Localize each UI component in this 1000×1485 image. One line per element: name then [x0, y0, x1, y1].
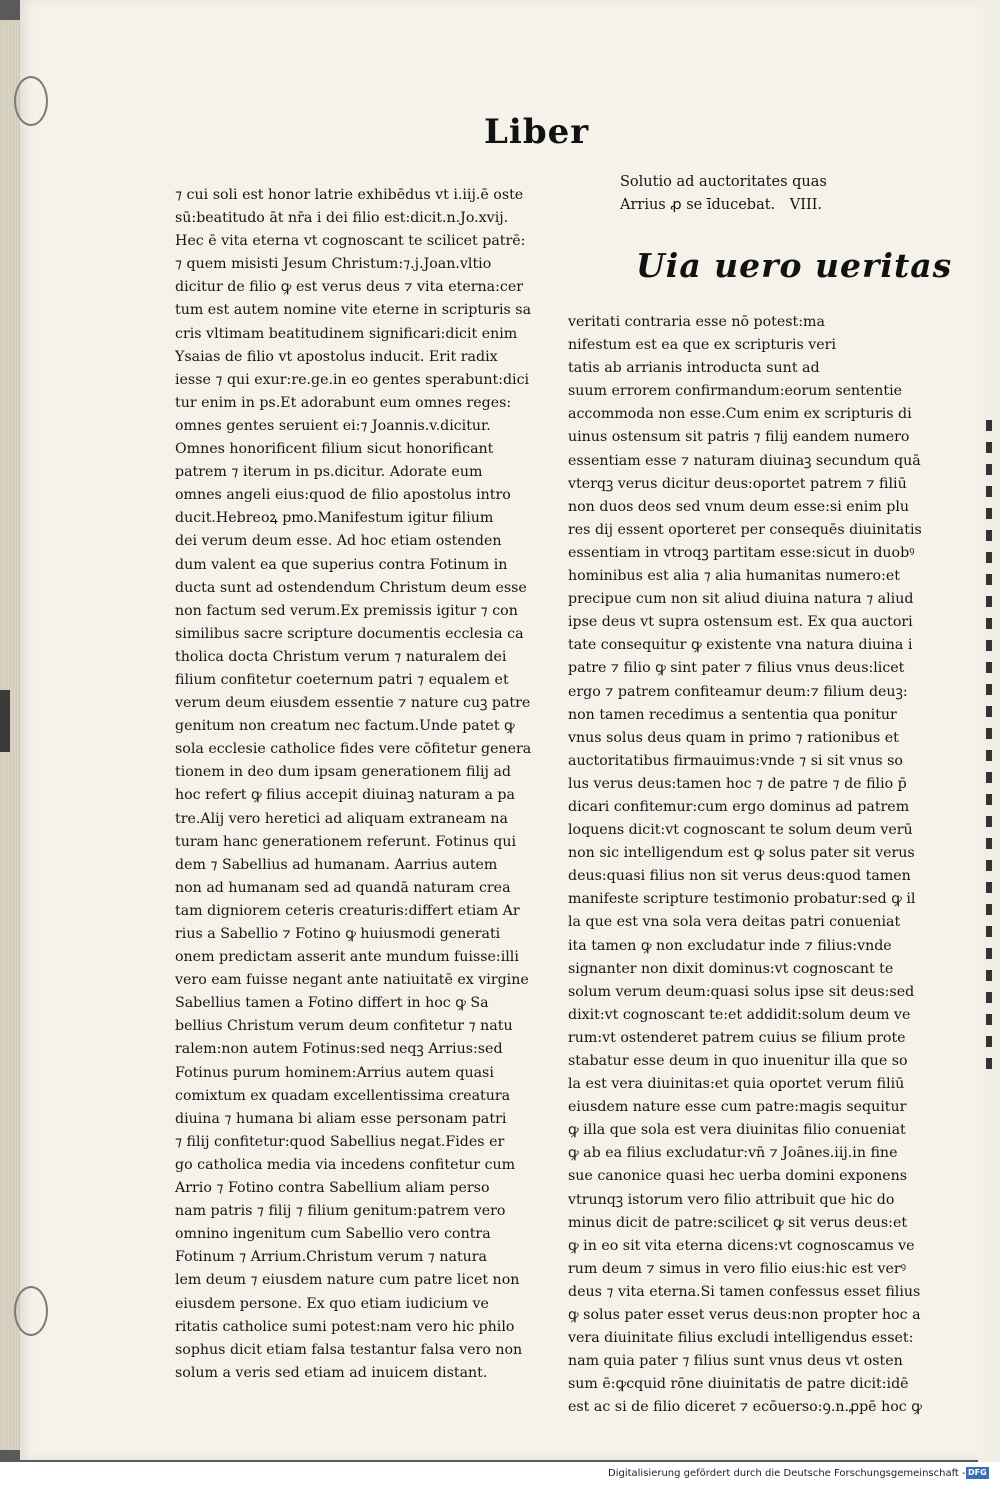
right-column-line: essentiam in vtroqꝫ partitam esse:sicut in duobꝰ [568, 544, 915, 561]
edge-text-mark [986, 948, 992, 959]
left-column-line: rius a Sabellio ⁊ Fotino ꝙ huiusmodi generati [175, 926, 501, 942]
right-column-line: solum verum deum:quasi solus ipse sit deus:sed [568, 983, 915, 1000]
left-column-line: Fotinus purum hominem:Arrius autem quasi [175, 1064, 494, 1081]
edge-text-mark [986, 420, 992, 431]
right-column-line: lus verus deus:tamen hoc ⁊ de patre ⁊ de filio p̄ [568, 775, 907, 792]
edge-text-mark [986, 706, 992, 717]
right-column-line: est ac si de filio diceret ⁊ ecōuerso:ꝯ.n.ꝓpē hoc ꝙ [568, 1399, 922, 1416]
right-column-line: vterqꝫ verus dicitur deus:oportet patrem ⁊ filiū [568, 475, 907, 492]
right-column-line: essentiam esse ⁊ naturam diuinaꝫ secundum quā [568, 452, 921, 469]
left-column-line: ritatis catholice sumi potest:nam vero hic philo [175, 1318, 515, 1335]
binding-clip [0, 690, 10, 752]
right-column-line: stabatur esse deum in quo inuenitur illa que so [568, 1053, 908, 1069]
edge-text-mark [986, 838, 992, 849]
left-column-line: filium confitetur coeternum patri ⁊ equalem et [175, 671, 509, 688]
chapter-heading-line-1: Solutio ad auctoritates quas [620, 174, 827, 190]
edge-text-mark [986, 684, 992, 695]
right-column-line: ꝙ in eo sit vita eterna dicens:vt cognoscamus ve [568, 1237, 915, 1254]
chapter-heading [620, 172, 827, 218]
edge-text-mark [986, 816, 992, 827]
right-column-line: sue canonice quasi hec uerba domini exponens [568, 1168, 908, 1185]
right-column-line: vera diuinitate filius excludi intelligendus esset: [568, 1330, 914, 1347]
left-column-line: solum a veris sed etiam ad inuicem distant. [175, 1364, 488, 1381]
left-column-line: ⁊ cui soli est honor latrie exhibēdus vt i.iij.ē oste [175, 187, 524, 203]
left-column-line: ducit.Hebreoꝝ pmo.Manifestum igitur filium [175, 510, 494, 527]
left-column-line: Fotinum ⁊ Arrium.Christum verum ⁊ natura [175, 1249, 488, 1266]
right-column-line: deus ⁊ vita eterna.Si tamen confessus esset filius [568, 1283, 921, 1300]
left-column-line: lem deum ⁊ eiusdem nature cum patre licet non [175, 1272, 520, 1289]
right-column-line: vtrunqꝫ istorum vero filio attribuit que hic do [568, 1191, 895, 1208]
right-column-line: tate consequitur ꝙ existente vna natura diuina i [568, 637, 913, 654]
decorated-initial-line: Uia uero ueritas [636, 246, 953, 285]
adjacent-page-edge [978, 0, 1000, 1462]
right-column-line: patre ⁊ filio ꝙ sint pater ⁊ filius vnus deus:licet [568, 660, 905, 677]
right-column-line: uinus ostensum sit patris ⁊ filij eandem numero [568, 429, 910, 446]
left-column-line: go catholica media via incedens confitetur cum [175, 1156, 516, 1173]
left-column-line: verum deum eiusdem essentie ⁊ nature cuꝫ patre [175, 695, 531, 712]
edge-text-mark [986, 904, 992, 915]
left-column-line: dicitur de filio ꝙ est verus deus ⁊ vita eterna:cer [175, 279, 524, 296]
edge-text-mark [986, 1058, 992, 1069]
left-column-line: Omnes honorificent filium sicut honorificant [175, 441, 494, 458]
left-column-line: Hec ē vita eterna vt cognoscant te scilicet patrē: [175, 233, 526, 250]
right-column-line: tatis ab arrianis introducta sunt ad [568, 360, 820, 377]
left-column-line: sophus dicit etiam falsa testantur falsa vero non [175, 1341, 523, 1358]
left-column-line: onem predictam asserit ante mundum fuisse:illi [175, 949, 519, 966]
right-column-line: sum ē:ꝙcquid rōne diuinitatis de patre dicit:idē [568, 1376, 909, 1393]
right-text-column [568, 311, 922, 1420]
left-column-line: ⁊ filij confitetur:quod Sabellius negat.Fides er [175, 1133, 505, 1150]
left-column-line: eiusdem persone. Ex quo etiam iudicium ve [175, 1295, 489, 1312]
edge-text-mark [986, 882, 992, 893]
right-column-line: rum deum ⁊ simus in vero filio eius:hic est verꝰ [568, 1260, 907, 1277]
digitization-credit: Digitalisierung gefördert durch die Deutsche Forschungsgemeinschaft - [608, 1468, 966, 1479]
right-column-line: manifeste scripture testimonio probatur:sed ꝙ il [568, 891, 916, 908]
edge-text-mark [986, 860, 992, 871]
left-column-line: tum est autem nomine vite eterne in scripturis sa [175, 302, 532, 319]
edge-text-mark [986, 464, 992, 475]
right-column-line: nam quia pater ⁊ filius sunt vnus deus vt osten [568, 1353, 903, 1370]
left-column-line: tam digniorem ceteris creaturis:differt etiam Ar [175, 902, 520, 919]
edge-text-mark [986, 574, 992, 585]
edge-text-mark [986, 640, 992, 651]
edge-text-mark [986, 992, 992, 1003]
left-column-line: sola ecclesie catholice fides vere cōfitetur genera [175, 741, 532, 758]
edge-text-mark [986, 750, 992, 761]
dfg-logo: DFG [968, 1468, 987, 1477]
left-column-line: ⁊ quem misisti Jesum Christum:⁊.j.Joan.vltio [175, 256, 492, 273]
right-column-line: vnus solus deus quam in primo ⁊ rationibus et [568, 729, 899, 746]
left-column-line: genitum non creatum nec factum.Unde patet ꝙ [175, 718, 515, 735]
right-column-line: nifestum est ea que ex scripturis veri [568, 337, 836, 354]
left-column-line: turam hanc generationem referunt. Fotinus qui [175, 833, 517, 850]
left-column-line: patrem ⁊ iterum in ps.dicitur. Adorate eum [175, 464, 483, 481]
right-column-line: suum errorem confirmandum:eorum sententie [568, 383, 903, 400]
left-column-line: similibus sacre scripture documentis ecclesia ca [175, 625, 524, 642]
left-column-line: cris vltimam beatitudinem significari:dicit enim [175, 325, 518, 342]
left-column-line: omnes gentes seruient ei:⁊ Joannis.v.dicitur. [175, 417, 491, 434]
left-column-line: Ysaias de filio vt apostolus inducit. Erit radix [175, 348, 498, 365]
edge-text-mark [986, 618, 992, 629]
edge-text-mark [986, 530, 992, 541]
left-column-line: diuina ⁊ humana bi aliam esse personam patri [175, 1110, 507, 1127]
right-column-line: eiusdem nature esse cum patre:magis sequitur [568, 1099, 907, 1116]
chapter-number: VIII. [789, 197, 823, 214]
right-column-line: rum:vt ostenderet patrem cuius se filium prote [568, 1029, 906, 1046]
left-column-line: sū:beatitudo āt nr̄a i dei filio est:dicit.n.Jo.xvij. [175, 210, 509, 227]
left-column-line: Arrio ⁊ Fotino contra Sabellium aliam perso [175, 1180, 490, 1197]
right-column-line: ꝙ illa que sola est vera diuinitas filio conueniat [568, 1122, 906, 1139]
left-column-line: vero eam fuisse negant ante natiuitatē ex virgine [175, 972, 529, 989]
right-column-line: ꝙ ab ea filius excludatur:vn̄ ⁊ Joānes.iij.in fine [568, 1145, 898, 1162]
left-column-line: non ad humanam sed ad quandā naturam crea [175, 879, 511, 896]
right-column-line: ergo ⁊ patrem confiteamur deum:⁊ filium deuꝫ: [568, 683, 908, 700]
left-column-line: comixtum ex quadam excellentissima creatura [175, 1087, 511, 1104]
edge-text-mark [986, 772, 992, 783]
chapter-heading-line-2-text: Arrius ꝓ se īducebat. [620, 197, 776, 214]
left-column-line: tionem in deo dum ipsam generationem filij ad [175, 764, 512, 781]
edge-text-mark [986, 662, 992, 673]
left-column-line: dei verum deum esse. Ad hoc etiam ostenden [175, 533, 502, 550]
right-column-line: la que est vna sola vera deitas patri conueniat [568, 914, 901, 931]
running-head: Liber [484, 112, 590, 152]
left-column-line: nam patris ⁊ filij ⁊ filium genitum:patrem vero [175, 1203, 506, 1220]
right-column-line: non duos deos sed vnum deum esse:si enim plu [568, 498, 910, 515]
right-column-line: ita tamen ꝙ non excludatur inde ⁊ filius:vnde [568, 937, 892, 954]
right-column-line: dicari confitemur:cum ergo dominus ad patrem [568, 798, 910, 815]
edge-text-mark [986, 508, 992, 519]
right-column-line: auctoritatibus firmauimus:vnde ⁊ si sit vnus so [568, 752, 903, 769]
right-column-line: deus:quasi filius non sit verus deus:quod tamen [568, 868, 911, 885]
edge-text-mark [986, 794, 992, 805]
left-column-line: Sabellius tamen a Fotino differt in hoc ꝙ Sa [175, 995, 489, 1012]
left-column-line: bellius Christum verum deum confitetur ⁊ natu [175, 1018, 513, 1035]
right-column-line: minus dicit de patre:scilicet ꝙ sit verus deus:et [568, 1214, 908, 1231]
right-column-line: signanter non dixit dominus:vt cognoscant te [568, 960, 894, 977]
edge-text-mark [986, 1014, 992, 1025]
right-column-line: precipue cum non sit aliud diuina natura ⁊ aliud [568, 591, 914, 608]
edge-text-mark [986, 486, 992, 497]
left-column-line: omnes angeli eius:quod de filio apostolus intro [175, 487, 511, 504]
edge-text-mark [986, 728, 992, 739]
left-column-line: tholica docta Christum verum ⁊ naturalem dei [175, 648, 507, 665]
left-column-line: non factum sed verum.Ex premissis igitur ⁊ con [175, 602, 518, 619]
left-column-line: omnino ingenitum cum Sabellio vero contra [175, 1226, 491, 1243]
binding-ring-top [14, 76, 48, 126]
right-column-line: res dij essent oporteret per consequēs diuinitatis [568, 521, 922, 538]
binding-ring-bottom [14, 1286, 48, 1336]
right-column-line: ꝙ solus pater esset verus deus:non propter hoc a [568, 1307, 921, 1324]
left-column-line: ralem:non autem Fotinus:sed neqꝫ Arrius:sed [175, 1041, 503, 1058]
left-column-line: dum valent ea que superius contra Fotinum in [175, 556, 508, 573]
left-column-line: hoc refert ꝙ filius accepit diuinaꝫ naturam a pa [175, 787, 515, 804]
left-column-line: dem ⁊ Sabellius ad humanam. Aarrius autem [175, 856, 498, 873]
right-column-line: la est vera diuinitas:et quia oportet verum filiū [568, 1076, 905, 1093]
edge-text-mark [986, 596, 992, 607]
left-column-line: ducta sunt ad ostendendum Christum deum esse [175, 579, 527, 596]
edge-text-mark [986, 1036, 992, 1047]
right-column-line: accommoda non esse.Cum enim ex scripturis di [568, 406, 912, 423]
left-text-column [175, 184, 532, 1385]
right-column-line: dixit:vt cognoscant te:et addidit:solum deum ve [568, 1006, 911, 1023]
left-column-line: tur enim in ps.Et adorabunt eum omnes reges: [175, 394, 512, 411]
edge-text-mark [986, 442, 992, 453]
chapter-heading-line-2 [620, 195, 827, 218]
left-column-line: tre.Alij vero heretici ad aliquam extraneam na [175, 810, 508, 827]
right-column-line: veritati contraria esse nō potest:ma [568, 314, 825, 330]
right-column-line: loquens dicit:vt cognoscant te solum deum verū [568, 822, 913, 839]
edge-text-mark [986, 552, 992, 563]
right-column-line: hominibus est alia ⁊ alia humanitas numero:et [568, 568, 900, 585]
right-column-line: ipse deus vt supra ostensum est. Ex qua auctori [568, 614, 913, 631]
left-column-line: iesse ⁊ qui exur:re.ge.in eo gentes sperabunt:dici [175, 371, 530, 388]
edge-text-mark [986, 926, 992, 937]
right-column-line: non sic intelligendum est ꝙ solus pater sit verus [568, 845, 915, 862]
edge-text-mark [986, 970, 992, 981]
right-column-line: non tamen recedimus a sententia qua ponitur [568, 706, 897, 723]
